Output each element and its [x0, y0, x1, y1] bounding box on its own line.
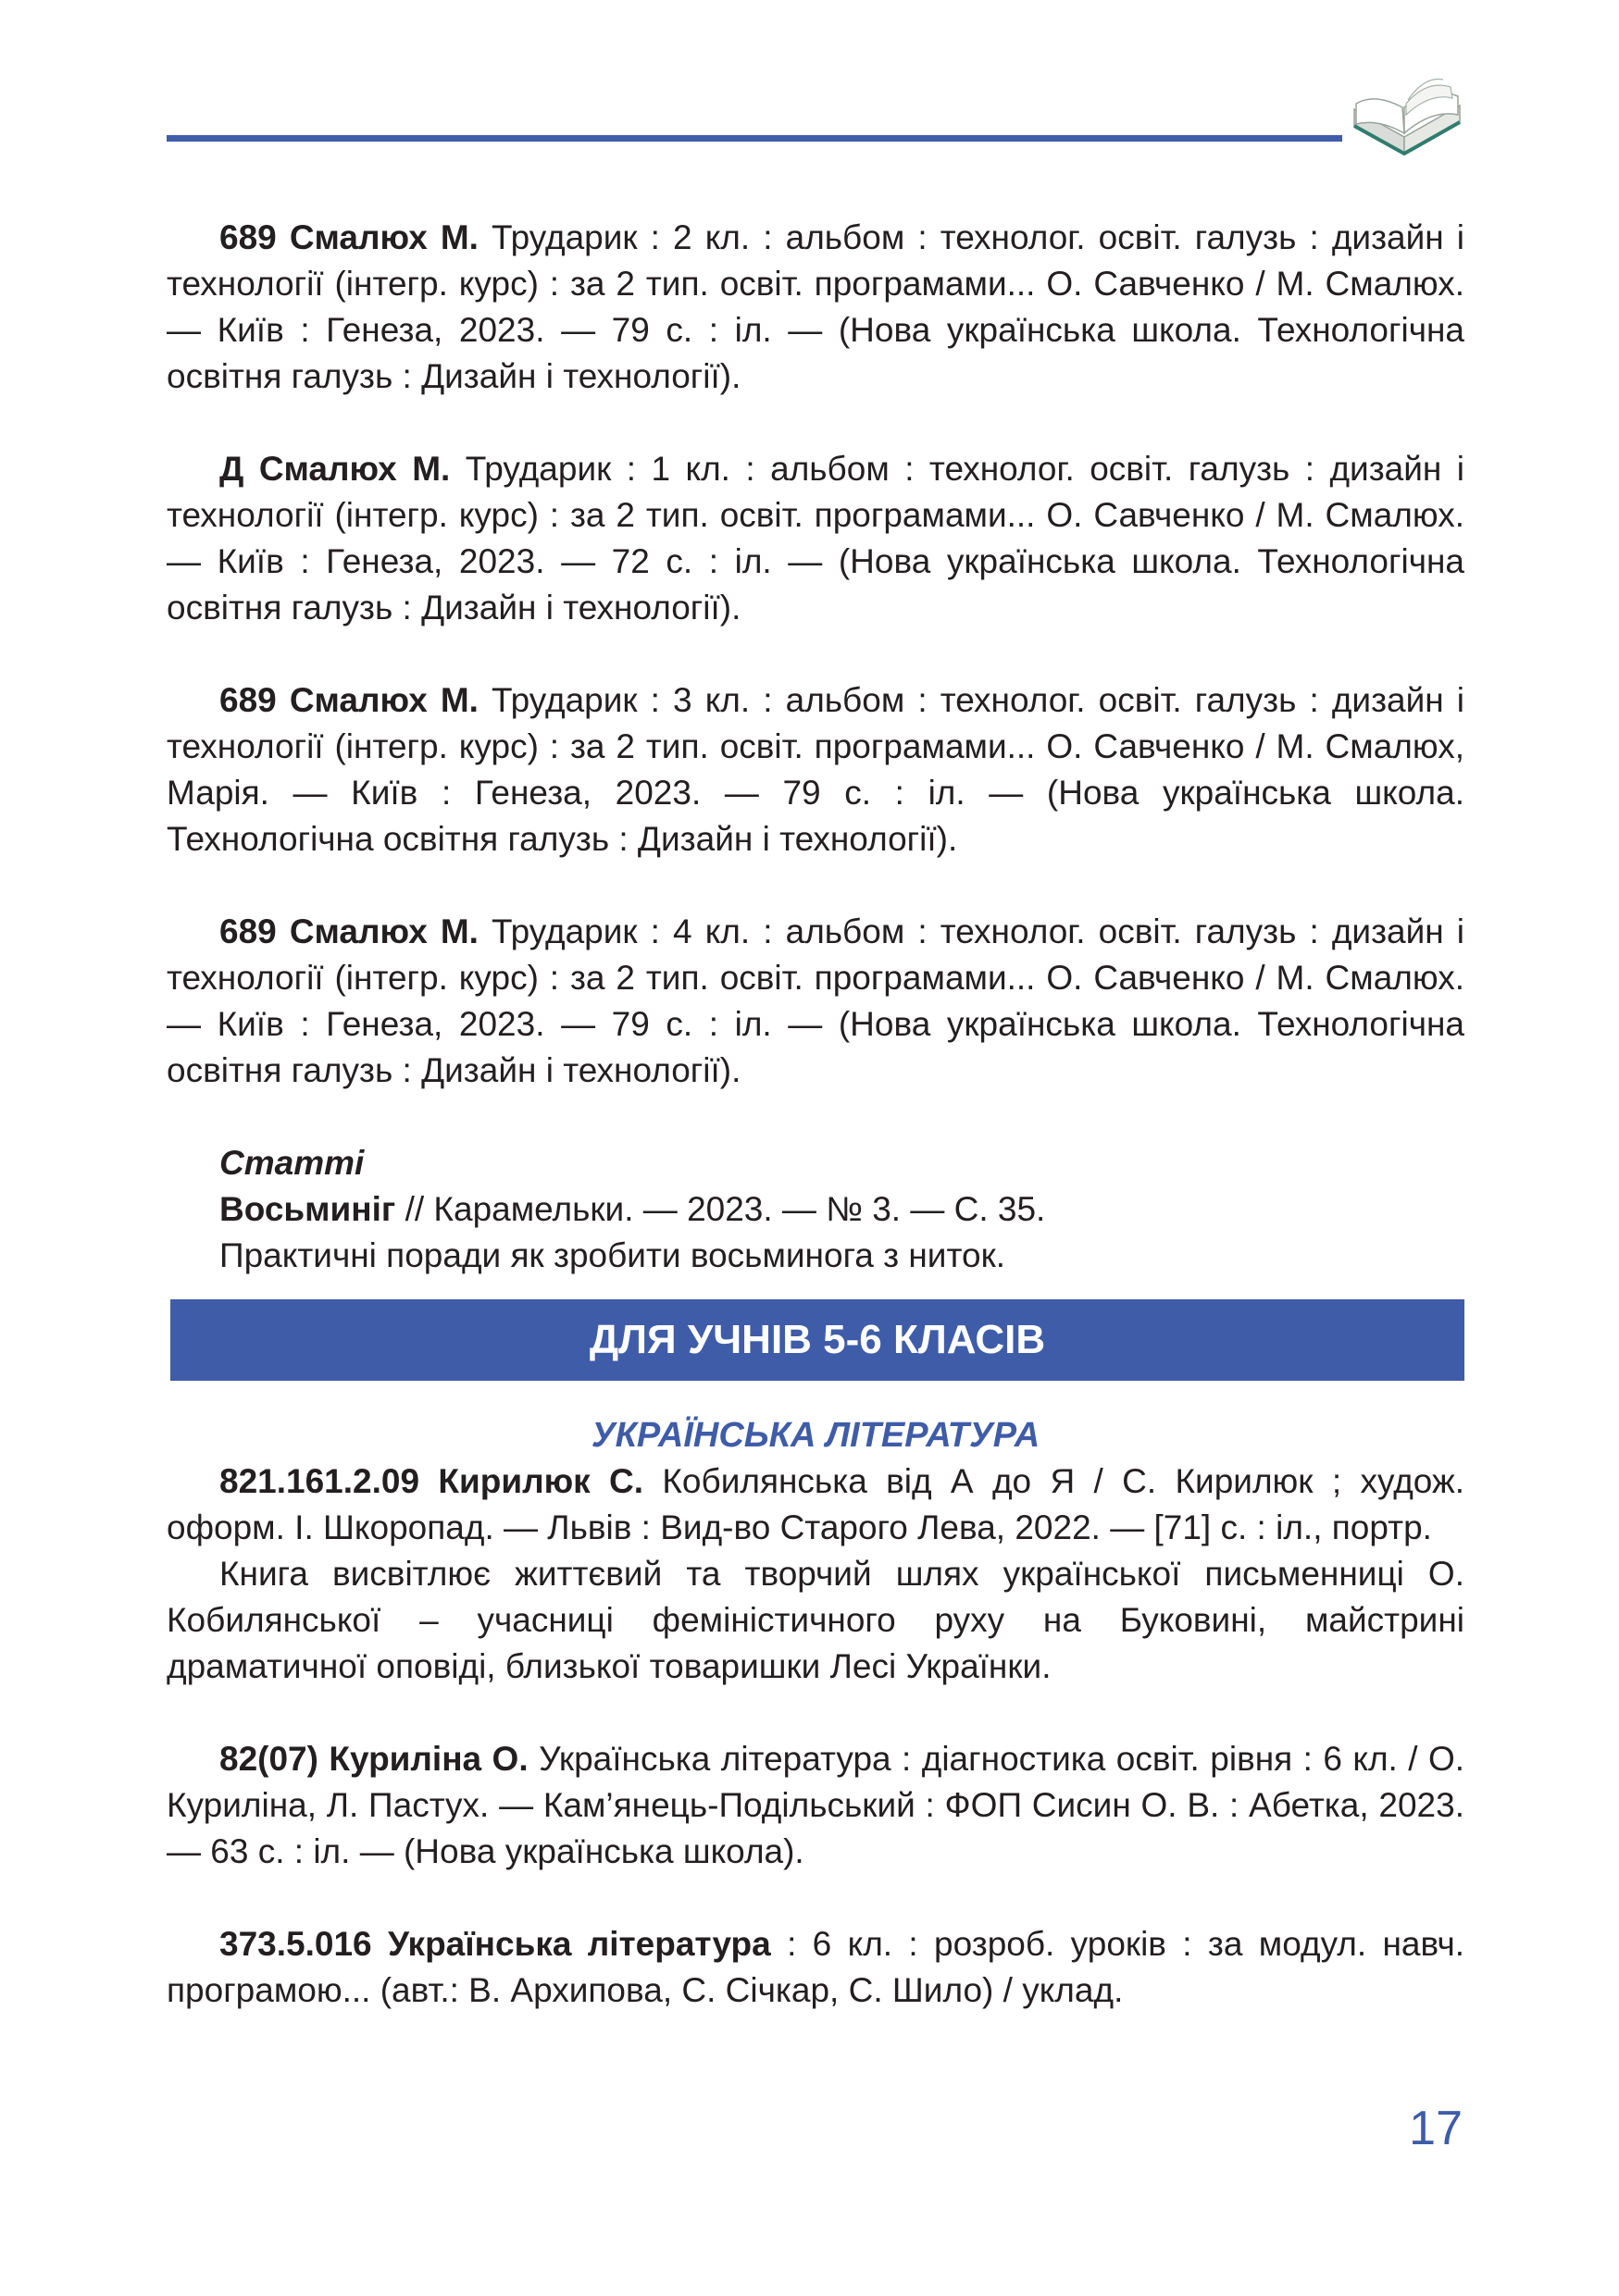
article-source: // Карамельки. — 2023. — № 3. — С. 35.	[405, 1190, 1046, 1228]
bibliography-entry	[167, 677, 1464, 863]
bibliography-entry	[167, 446, 1464, 631]
bibliography-entry	[167, 215, 1464, 400]
entry-heading: 689 Смалюх М.	[219, 912, 479, 950]
entry-annotation: Книга висвітлює життєвий та творчий шлях української письменниці О. Кобилянської – учасниці феміністичного руху на Буковині, майстрині драматичної оповіді, близької товаришки Лесі Українки.	[167, 1555, 1464, 1685]
articles-heading: Статті	[219, 1144, 365, 1182]
page-number: 17	[1409, 2102, 1463, 2155]
entry-text: Трударик : 1 кл. : альбом : технолог. освіт. галузь : дизайн і технології (інтегр. курс) : за 2 тип. освіт. програмами... О. Савченко / М. Смалюх. — Київ : Генеза, 2023. — 72 с. : іл. — (Нова українська школа. Технологічна освітня галузь : Дизайн і технології).	[167, 450, 1465, 627]
entry-text: : 6 кл. : розроб. уроків : за модул. навч. програмою... (авт.: В. Архипова, С. Січкар, С. Шило) / уклад.	[167, 1925, 1465, 2009]
entry-heading: 82(07) Куриліна О.	[219, 1740, 529, 1778]
header-rule	[167, 135, 1342, 142]
articles-section	[167, 1140, 1464, 1279]
entry-heading: 821.161.2.09 Кирилюк С.	[219, 1462, 644, 1500]
entry-heading: 689 Смалюх М.	[219, 218, 479, 256]
entry-heading: 689 Смалюх М.	[219, 681, 479, 719]
open-book-icon	[1347, 72, 1467, 165]
article-annotation: Практичні поради як зробити восьминога з ниток.	[219, 1236, 1006, 1274]
bibliography-entry	[167, 909, 1464, 1094]
entry-text: Трударик : 4 кл. : альбом : технолог. освіт. галузь : дизайн і технології (інтегр. курс) : за 2 тип. освіт. програмами... О. Савченко / М. Смалюх. — Київ : Генеза, 2023. — 79 с. : іл. — (Нова українська школа. Технологічна освітня галузь : Дизайн і технології).	[167, 912, 1465, 1089]
bibliography-entry	[167, 1921, 1464, 2014]
entry-heading: 373.5.016 Українська література	[219, 1925, 771, 1963]
page-content	[167, 215, 1464, 2014]
entry-text: Кобилянська від А до Я / С. Кирилюк ; худож. оформ. І. Шкоропад. — Львів : Вид-во Старого Лева, 2022. — [71] с. : іл., портр.	[167, 1462, 1464, 1546]
section-banner: ДЛЯ УЧНІВ 5-6 КЛАСІВ	[170, 1299, 1464, 1381]
entry-text: Трударик : 3 кл. : альбом : технолог. освіт. галузь : дизайн і технології (інтегр. курс) : за 2 тип. освіт. програмами... О. Савченко / М. Смалюх, Марія. — Київ : Генеза, 2023. — 79 с. : іл. — (Нова українська школа. Технологічна освітня галузь : Дизайн і технології).	[167, 681, 1465, 858]
entry-text: Трударик : 2 кл. : альбом : технолог. освіт. галузь : дизайн і технології (інтегр. курс) : за 2 тип. освіт. програмами... О. Савченко / М. Смалюх. — Київ : Генеза, 2023. — 79 с. : іл. — (Нова українська школа. Технологічна освітня галузь : Дизайн і технології).	[167, 218, 1465, 395]
article-entry	[219, 1186, 1464, 1233]
bibliography-entry	[167, 1458, 1464, 1551]
bibliography-entry	[167, 1736, 1464, 1875]
article-title: Восьминіг	[219, 1190, 396, 1228]
entry-text: Українська література : діагностика освіт. рівня : 6 кл. / О. Куриліна, Л. Пастух. — Кам’янець-Подільський : ФОП Сисин О. В. : Абетка, 2023. — 63 с. : іл. — (Нова українська школа).	[167, 1740, 1465, 1870]
entry-heading: Д Смалюх М.	[219, 450, 451, 488]
subject-heading: УКРАЇНСЬКА ЛІТЕРАТУРА	[591, 1416, 1040, 1455]
